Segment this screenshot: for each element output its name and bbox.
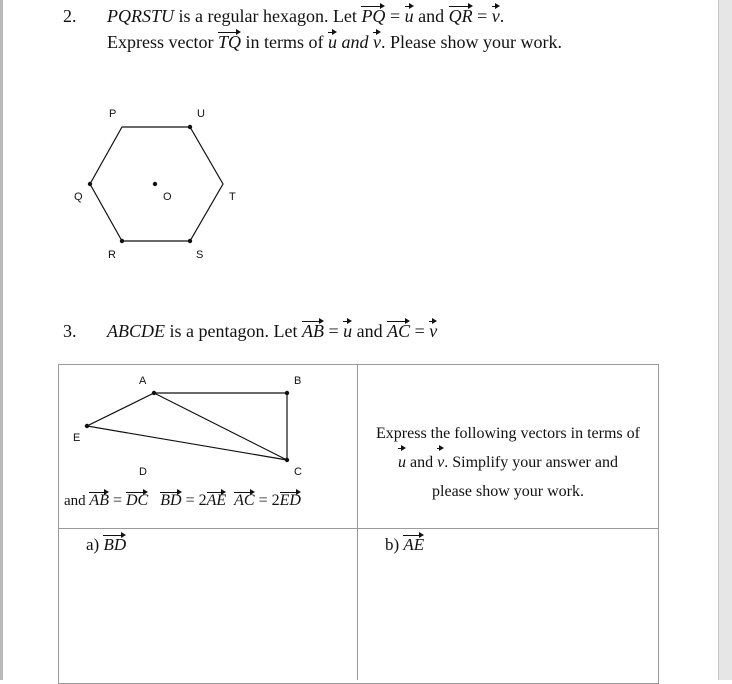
vector-u-2: u [327, 32, 337, 52]
label-b: B [294, 375, 302, 387]
q2-and-italic: and [336, 32, 373, 52]
vector-v-3: v [429, 321, 438, 341]
q2-text-1: is a regular hexagon. Let [174, 6, 362, 26]
given-vector-ed: ED [279, 492, 301, 509]
part-a-label: a) [86, 535, 104, 554]
q3-text-1: is a pentagon. Let [165, 321, 302, 341]
vector-pq: PQ [361, 6, 386, 26]
q2-text-4: . Please show your work. [380, 32, 562, 52]
instruction-line-2 [358, 448, 658, 477]
label-r: R [108, 249, 116, 261]
label-s: S [196, 249, 204, 261]
instruction-line-3: please show your work. [432, 483, 584, 500]
vector-ac: AC [387, 321, 411, 341]
vector-tq: TQ [217, 32, 241, 52]
center-o-dot [153, 182, 157, 186]
label-o: O [163, 191, 172, 203]
given-and: and [64, 493, 90, 509]
vertex-r-dot [120, 239, 124, 243]
vector-qr: QR [448, 6, 473, 26]
label-c: C [294, 466, 302, 478]
given-eq-1: = [108, 492, 126, 509]
q3-and: and [352, 321, 388, 341]
instruction-vector-u: u [398, 448, 406, 477]
vector-u: u [404, 6, 414, 26]
scrollbar-track[interactable] [718, 0, 732, 680]
hexagon-outline [90, 127, 223, 241]
q2-text-2: Express vector [107, 32, 218, 52]
q3-equals-1: = [323, 321, 344, 341]
label-a: A [139, 375, 147, 387]
table-vertical-divider [357, 364, 358, 680]
question-3-line [107, 321, 437, 342]
label-d: D [139, 466, 147, 478]
instruction-and: and [406, 454, 438, 471]
q2-text-3: in terms of [240, 32, 328, 52]
vertex-u-dot [188, 125, 192, 129]
given-vector-ab: AB [89, 492, 109, 509]
instruction-vector-v: v [437, 448, 444, 477]
q2-equals-2: = [472, 6, 492, 26]
label-u: U [197, 108, 205, 120]
label-e: E [73, 432, 81, 444]
vector-u-3: u [343, 321, 353, 341]
part-a-vector-bd: BD [103, 535, 127, 554]
question-2-number: 2. [63, 6, 77, 26]
q2-period: . [499, 6, 505, 26]
vertex-q-dot [88, 182, 92, 186]
given-relations [64, 492, 301, 510]
part-b-label: b) [385, 535, 404, 554]
part-a [86, 535, 126, 555]
hexagon-name: PQRSTU [107, 6, 174, 26]
instruction-line-1: Express the following vectors in terms of [376, 425, 640, 442]
given-vector-ae: AE [206, 492, 227, 509]
q2-equals-1: = [385, 6, 405, 26]
label-q: Q [74, 191, 83, 203]
given-vector-dc: DC [126, 492, 149, 509]
question-3-number: 3. [63, 321, 77, 341]
part-b-vector-ae: AE [403, 535, 425, 554]
part-b [385, 535, 424, 555]
given-vector-ac: AC [234, 492, 255, 509]
vector-v: v [491, 6, 500, 26]
label-t: T [229, 191, 236, 203]
q3-equals-2: = [410, 321, 430, 341]
vector-ab: AB [301, 321, 324, 341]
table-horizontal-divider [58, 528, 659, 529]
given-vector-bd: BD [160, 492, 182, 509]
question-3-table [58, 364, 659, 684]
instructions [358, 419, 658, 506]
pentagon-name: ABCDE [107, 321, 165, 341]
given-eq-3: = 2 [254, 492, 280, 509]
vector-v-2: v [372, 32, 381, 52]
q2-and: and [413, 6, 449, 26]
label-p: P [109, 108, 117, 120]
question-2-line-1 [107, 6, 504, 27]
vertex-s-dot [188, 239, 192, 243]
given-eq-2: = 2 [181, 492, 207, 509]
question-2-line-2 [107, 32, 562, 53]
page-frame-left [0, 0, 3, 680]
instruction-line-2-end: . Simplify your answer and [444, 454, 618, 471]
